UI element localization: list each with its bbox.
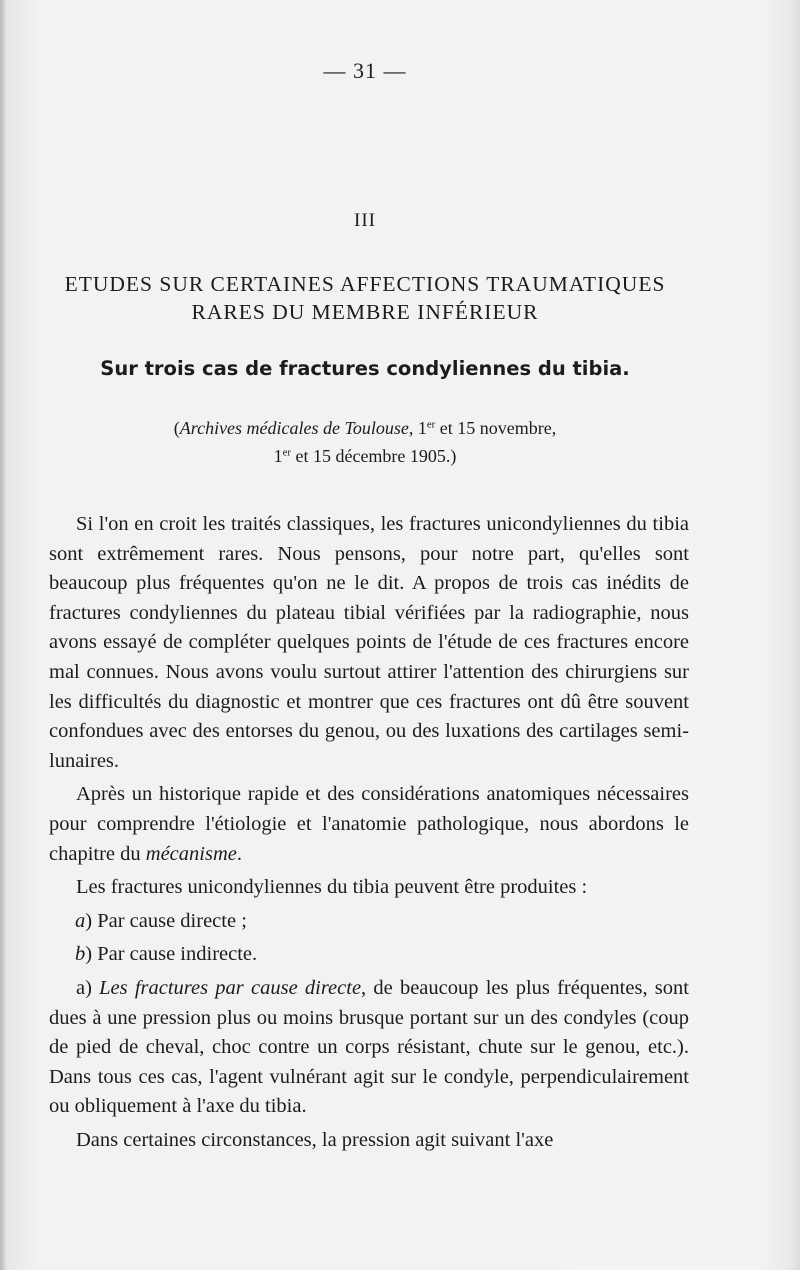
page-number: — 31 — <box>323 58 407 83</box>
paragraph-5: Dans certaines circonstances, la pression agit suivant l'axe <box>76 1128 554 1151</box>
paragraph-2-italic: mécanisme <box>145 842 237 865</box>
citation-middle: et 15 novembre, <box>435 418 557 438</box>
body-text <box>49 510 689 1155</box>
citation-day1-sup: er <box>426 418 436 431</box>
section-number: III <box>354 210 376 231</box>
list-item-b-letter: b <box>75 943 86 966</box>
article-subtitle: Sur trois cas de fractures condyliennes du tibia. <box>100 357 630 380</box>
paragraph-2-end: . <box>236 842 242 865</box>
paragraph-2 <box>49 780 689 869</box>
list-item-b <box>49 940 689 970</box>
list-item-a-text: ) Par cause directe ; <box>85 909 247 932</box>
citation-day1: 1 <box>417 418 427 438</box>
paragraph-1: Si l'on en croit les traités classiques, les fractures unicondyliennes du tibia sont extrêmement rares. Nous pensons, pour notre part, qu'elles sont beaucoup plus fréquentes qu'on ne le dit. A propos de trois cas inédits de fractures condyliennes du plateau tibial vérifiées par la radiographie, nous avons essayé de compléter quelques points de l'étude de ces fractures encore mal connues. Nous avons voulu surtout attirer l'attention des chirurgiens sur les difficultés du diagnostic et montrer que ces fractures ont dû être souvent confondues avec des entorses du genou, ou des luxations des cartilages semi-lunaires. <box>49 513 689 772</box>
citation-end: et 15 décembre 1905.) <box>290 446 457 466</box>
paragraph-4-label: a) <box>76 976 100 999</box>
citation-journal: Archives médicales de Toulouse <box>179 418 409 438</box>
citation-day2-sup: er <box>282 446 291 459</box>
list-item-a <box>49 907 689 937</box>
citation <box>50 414 680 470</box>
citation-open: ( <box>173 418 180 438</box>
citation-sep: , <box>408 418 418 438</box>
citation-day2: 1 <box>273 446 283 466</box>
list-item-a-letter: a <box>75 909 86 932</box>
chapter-title: ETUDES SUR CERTAINES AFFECTIONS TRAUMATIQUES RARES DU MEMBRE INFÉRIEUR <box>64 272 666 324</box>
paragraph-4-rest: , de beaucoup les plus fréquentes, sont dues à une pression plus ou moins brusque portant sur un des condyles (coup de pied de cheval, choc contre un corps résistant, chute sur le genou, etc.). Dans tous ces cas, l'agent vulnérant agit sur le condyle, perpendiculairement ou obliquement à l'axe du tibia. <box>49 976 689 1118</box>
paragraph-3: Les fractures unicondyliennes du tibia peuvent être produites : <box>76 876 588 899</box>
paragraph-2-start: Après un historique rapide et des considérations anatomiques nécessaires pour comprendre l'étiologie et l'anatomie pathologique, nous abordons le chapitre du <box>49 783 689 865</box>
list-item-b-text: ) Par cause indirecte. <box>85 943 258 966</box>
paragraph-4-italic: Les fractures par cause directe <box>99 976 362 999</box>
paragraph-4 <box>49 974 689 1122</box>
